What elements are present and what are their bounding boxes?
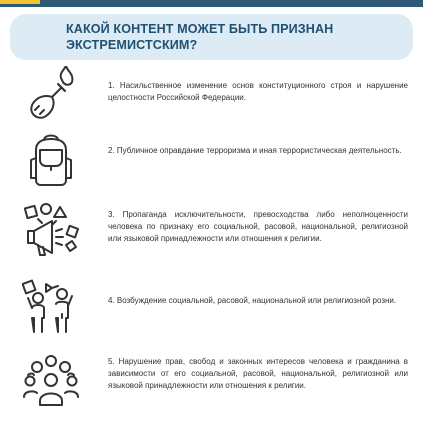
- group-of-people-icon: [22, 353, 80, 411]
- list-item: [0, 195, 423, 270]
- item-text: 2. Публичное оправдание терроризма и иная террористическая деятельность.: [108, 146, 402, 155]
- top-bar: [0, 0, 423, 7]
- list-item: [0, 345, 423, 420]
- item-text: 4. Возбуждение социальной, расовой, национальной или религиозной розни.: [108, 296, 397, 305]
- top-bar-accent: [0, 0, 40, 4]
- header-banner: [10, 14, 413, 60]
- protesters-icon: [22, 278, 80, 336]
- item-text: 5. Нарушение прав, свобод и законных интересов человека и гражданина в зависимости от его социальной, расовой, национальной, религиозной или языковой принадлежности или отношения к религии.: [108, 357, 408, 390]
- megaphone-icon: [22, 201, 80, 259]
- list-item: [0, 128, 423, 190]
- list-item: [0, 278, 423, 338]
- title-line-2: ЭКСТРЕМИСТСКИМ?: [66, 38, 198, 52]
- title-line-1: КАКОЙ КОНТЕНТ МОЖЕТ БЫТЬ ПРИЗНАН: [66, 22, 334, 36]
- list-item: [0, 66, 423, 126]
- backpack-icon: [22, 130, 80, 188]
- item-text: 1. Насильственное изменение основ конституционного строя и нарушение целостности Российской Федерации.: [108, 81, 408, 102]
- molotov-cocktail-icon: [22, 66, 80, 124]
- page-title: [66, 21, 406, 53]
- item-text: 3. Пропаганда исключительности, превосходства либо неполноценности человека по признаку его социальной, расовой, национальной, религиозной или языковой принадлежности или отношения к религии.: [108, 210, 408, 243]
